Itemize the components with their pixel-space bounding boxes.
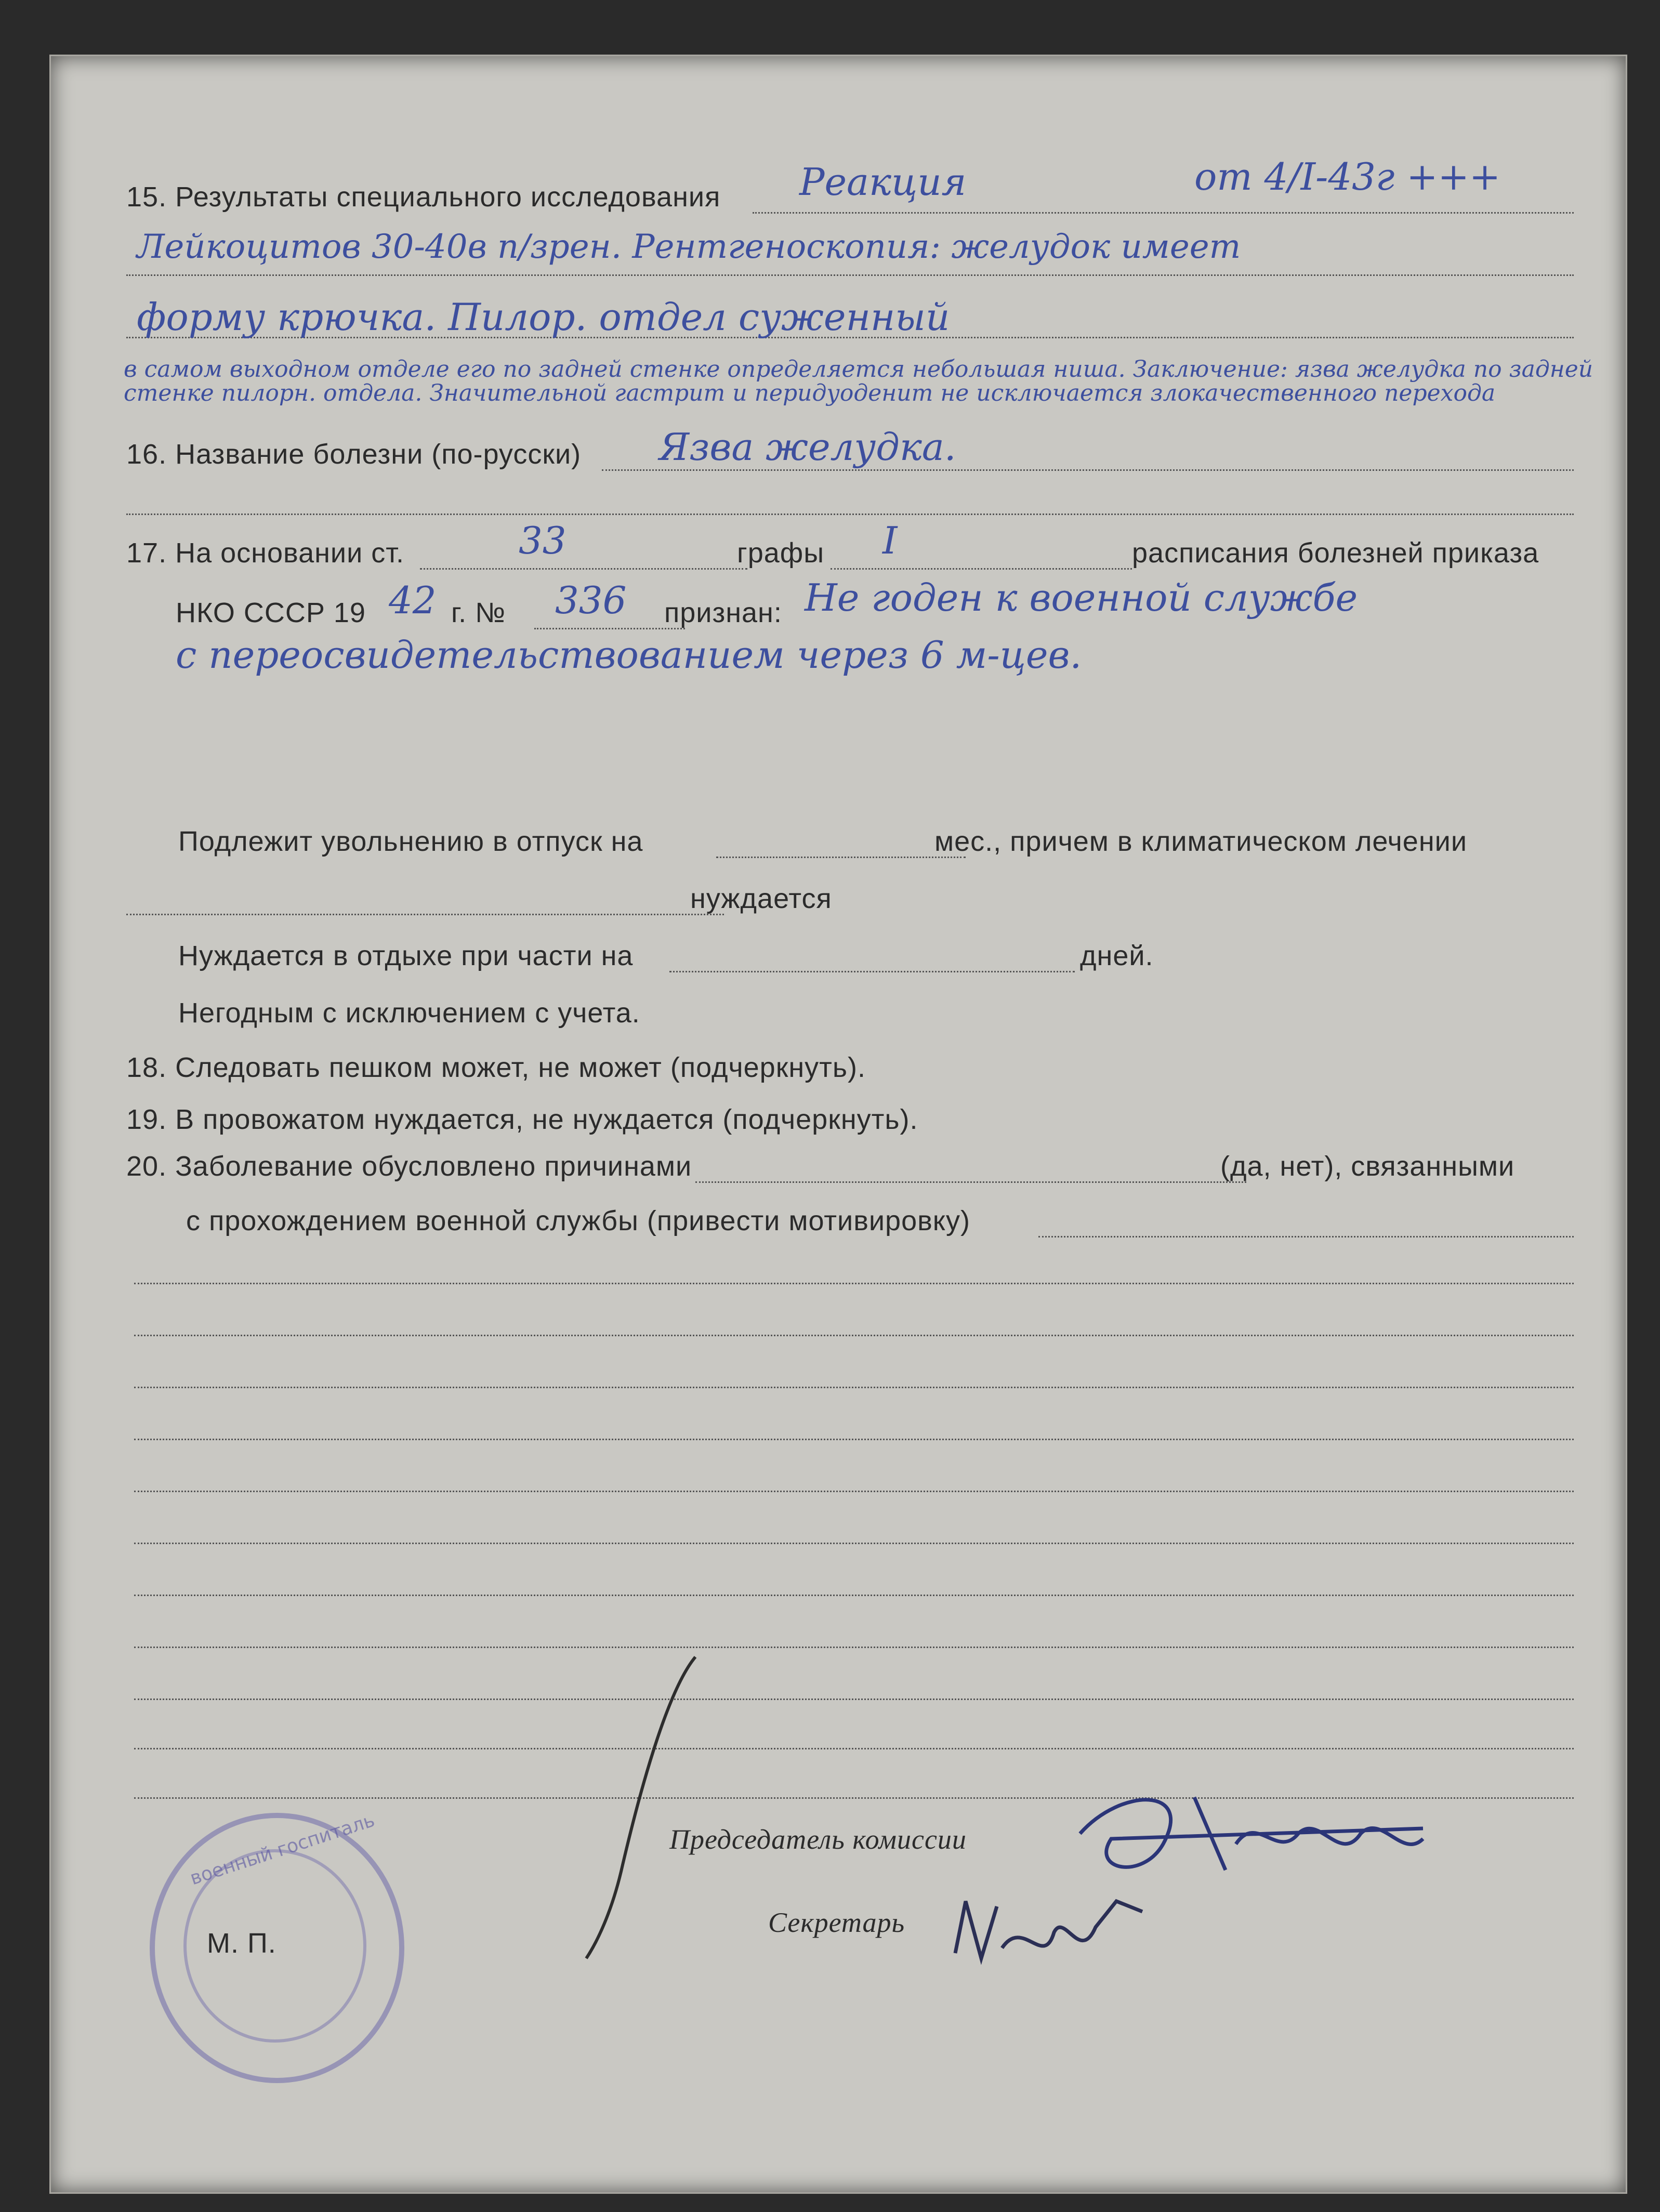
leave-label-b: мес., причем в климатическом лечении [934,826,1467,857]
rest-days-line [669,971,1075,972]
motivation-line [134,1698,1574,1700]
motivation-line [134,1595,1574,1596]
item17-label-c: расписания болезней приказа [1132,537,1539,569]
item17-label-d: НКО СССР 19 [176,597,366,628]
motivation-line [134,1335,1574,1336]
secretary-signature [945,1880,1163,1984]
item17-order-line [534,628,685,629]
item15-handwriting-1a: Реакция [799,160,967,204]
motivation-line [134,1748,1574,1749]
item17-year: 42 [389,578,437,622]
motivation-line [134,1283,1574,1284]
item17-article-line [420,568,747,570]
item15-handwriting-2: Лейкоцитов 30-40в п/зрен. Рентгеноскопия: желудок имеет [137,228,1241,266]
mp-label: М. П. [207,1928,276,1959]
item17-column-line [831,568,1132,570]
item16-handwriting: Язва желудка. [659,425,956,469]
item17-label-f: признан: [664,597,782,628]
item15-handwriting-1b: от 4/I-43г +++ [1194,155,1501,199]
item17-label-e: г. № [451,597,506,628]
item16-line-2 [126,514,1574,515]
item20-label-c: с прохождением военной службы (привести мотивировку) [186,1205,971,1236]
item16-label: 16. Название болезни (по-русски) [126,439,582,470]
motivation-line [134,1491,1574,1492]
item17-column: I [882,519,898,562]
secretary-label: Секретарь [768,1907,905,1938]
item15-handwriting-3: форму крючка. Пилор. отдел суженный [137,295,950,339]
leave-months-line [716,857,966,858]
item18: 18. Следовать пешком может, не может (подчеркнуть). [126,1052,866,1083]
item20-line-1 [695,1181,1246,1183]
motivation-line [134,1647,1574,1648]
item17-verdict-1: Не годен к военной службе [805,576,1358,620]
leave-label-c: нуждается [690,883,832,914]
rest-label-a: Нуждается в отдыхе при части на [178,940,634,971]
item20-label-b: (да, нет), связанными [1220,1151,1515,1182]
item19: 19. В провожатом нуждается, не нуждается (подчеркнуть). [126,1104,918,1135]
item20-label-a: 20. Заболевание обусловлено причинами [126,1151,692,1182]
item16-line [602,469,1574,471]
official-stamp [150,1809,404,2083]
pen-stroke [576,1647,711,1969]
item15-handwriting-4: в самом выходном отделе его по задней стенке определяется небольшая ниша. Заключение: язва желудка по задней стенке пилорн. отдела. Значительной гастрит и перидуоденит не исключается злокачественного перехода [124,356,1593,406]
motivation-line [134,1387,1574,1388]
leave-label-a: Подлежит увольнению в отпуск на [178,826,643,857]
stamp-text: военный госпиталь [187,1809,377,1890]
item17-order: 336 [555,578,627,622]
unfit-label: Негодным с исключением с учета. [178,997,640,1029]
item15-label: 15. Результаты специального исследования [126,181,721,213]
motivation-line [134,1439,1574,1440]
leave-need-line [126,914,724,915]
item15-line [753,212,1574,214]
item17-article: 33 [519,519,566,562]
item17-label-a: 17. На основании ст. [126,537,405,569]
item17-label-b: графы [737,537,825,569]
rest-label-b: дней. [1080,940,1154,971]
item15-line-2 [126,274,1574,276]
motivation-line [134,1543,1574,1544]
item20-line-2 [1038,1236,1574,1237]
document-page [49,55,1627,2194]
item17-verdict-2: с переосвидетельствованием через 6 м-цев. [176,633,1082,677]
chairman-label: Председатель комиссии [669,1824,967,1855]
